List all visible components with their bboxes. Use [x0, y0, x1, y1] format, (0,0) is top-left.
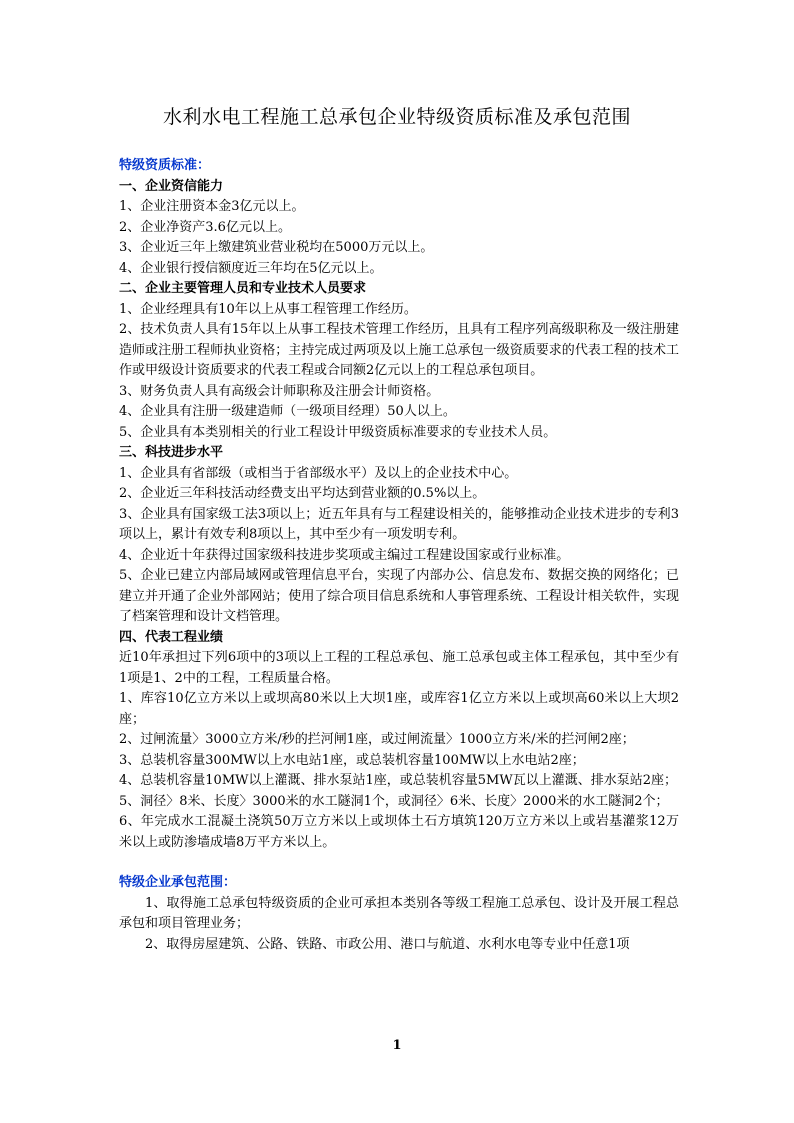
- paragraph: 5、企业具有本类别相关的行业工程设计甲级资质标准要求的专业技术人员。: [119, 424, 557, 440]
- paragraph: 1、库容10亿立方米以上或坝高80米以上大坝1座，或库容1亿立方米以上或坝高60米以上大坝2座；: [119, 691, 679, 727]
- section-heading-scope: 特级企业承包范围：: [119, 875, 237, 890]
- document-body: [119, 156, 679, 955]
- document-title: 水利水电工程施工总承包企业特级资质标准及承包范围: [162, 106, 631, 128]
- paragraph: 6、年完成水工混凝土浇筑50万立方米以上或坝体土石方填筑120万立方米以上或岩基灌浆12万米以上或防渗墙成墙8万平方米以上。: [119, 814, 679, 850]
- paragraph: 1、企业经理具有10年以上从事工程管理工作经历。: [119, 301, 417, 317]
- paragraph: 近10年承担过下列6项中的3项以上工程的工程总承包、施工总承包或主体工程承包，其中至少有1项是1、2中的工程，工程质量合格。: [119, 650, 679, 686]
- paragraph: 5、企业已建立内部局域网或管理信息平台，实现了内部办公、信息发布、数据交换的网络化；已建立并开通了企业外部网站；使用了综合项目信息系统和人事管理系统、工程设计相关软件，实现了档案管理和设计文档管理。: [119, 568, 679, 624]
- heading-credit-capacity: 一、企业资信能力: [119, 178, 224, 194]
- paragraph: 3、企业具有国家级工法3项以上；近五年具有与工程建设相关的，能够推动企业技术进步的专利3项以上，累计有效专利8项以上，其中至少有一项发明专利。: [119, 506, 679, 542]
- paragraph: 5、洞径〉8米、长度〉3000米的水工隧洞1个，或洞径〉6米、长度〉2000米的水工隧洞2个；: [119, 793, 669, 809]
- paragraph: 2、企业净资产3.6亿元以上。: [119, 219, 291, 235]
- paragraph: 1、企业具有省部级（或相当于省部级水平）及以上的企业技术中心。: [119, 465, 518, 481]
- section-heading-standard: 特级资质标准：: [119, 158, 211, 173]
- heading-technology: 三、科技进步水平: [119, 445, 224, 460]
- paragraph: 4、企业近十年获得过国家级科技进步奖项或主编过工程建设国家或行业标准。: [119, 547, 570, 563]
- paragraph: 2、技术负责人具有15年以上从事工程技术管理工作经历，且具有工程序列高级职称及一级注册建造师或注册工程师执业资格；主持完成过两项及以上施工总承包一级资质要求的代表工程的技术工作或甲级设计资质要求的代表工程或合同额2亿元以上的工程总承包项目。: [119, 322, 679, 378]
- paragraph: 1、取得施工总承包特级资质的企业可承担本类别各等级工程施工总承包、设计及开展工程总承包和项目管理业务；: [119, 895, 679, 931]
- paragraph: 3、总装机容量300MW以上水电站1座，或总装机容量100MW以上水电站2座；: [119, 752, 585, 768]
- paragraph: 2、过闸流量〉3000立方米/秒的拦河闸1座，或过闸流量〉1000立方米/米的拦河闸2座；: [119, 732, 635, 747]
- heading-personnel: 二、企业主要管理人员和专业技术人员要求: [119, 281, 367, 296]
- heading-representative-projects: 四、代表工程业绩: [119, 629, 224, 645]
- paragraph: 4、企业具有注册一级建造师（一级项目经理）50人以上。: [119, 404, 456, 419]
- paragraph: 4、总装机容量10MW以上灌溉、排水泵站1座，或总装机容量5MW瓦以上灌溉、排水泵站2座；: [119, 773, 677, 788]
- paragraph: 2、取得房屋建筑、公路、铁路、市政公用、港口与航道、水利水电等专业中任意1项: [145, 936, 630, 952]
- paragraph: 2、企业近三年科技活动经费支出平均达到营业额的0.5%以上。: [119, 486, 486, 501]
- paragraph: 4、企业银行授信额度近三年均在5亿元以上。: [119, 260, 383, 276]
- spacer: [119, 853, 679, 873]
- paragraph: 3、企业近三年上缴建筑业营业税均在5000万元以上。: [119, 240, 434, 255]
- page-number: 1: [392, 1038, 402, 1053]
- paragraph: 1、企业注册资本金3亿元以上。: [119, 199, 305, 214]
- paragraph: 3、财务负责人具有高级会计师职称及注册会计师资格。: [119, 383, 440, 399]
